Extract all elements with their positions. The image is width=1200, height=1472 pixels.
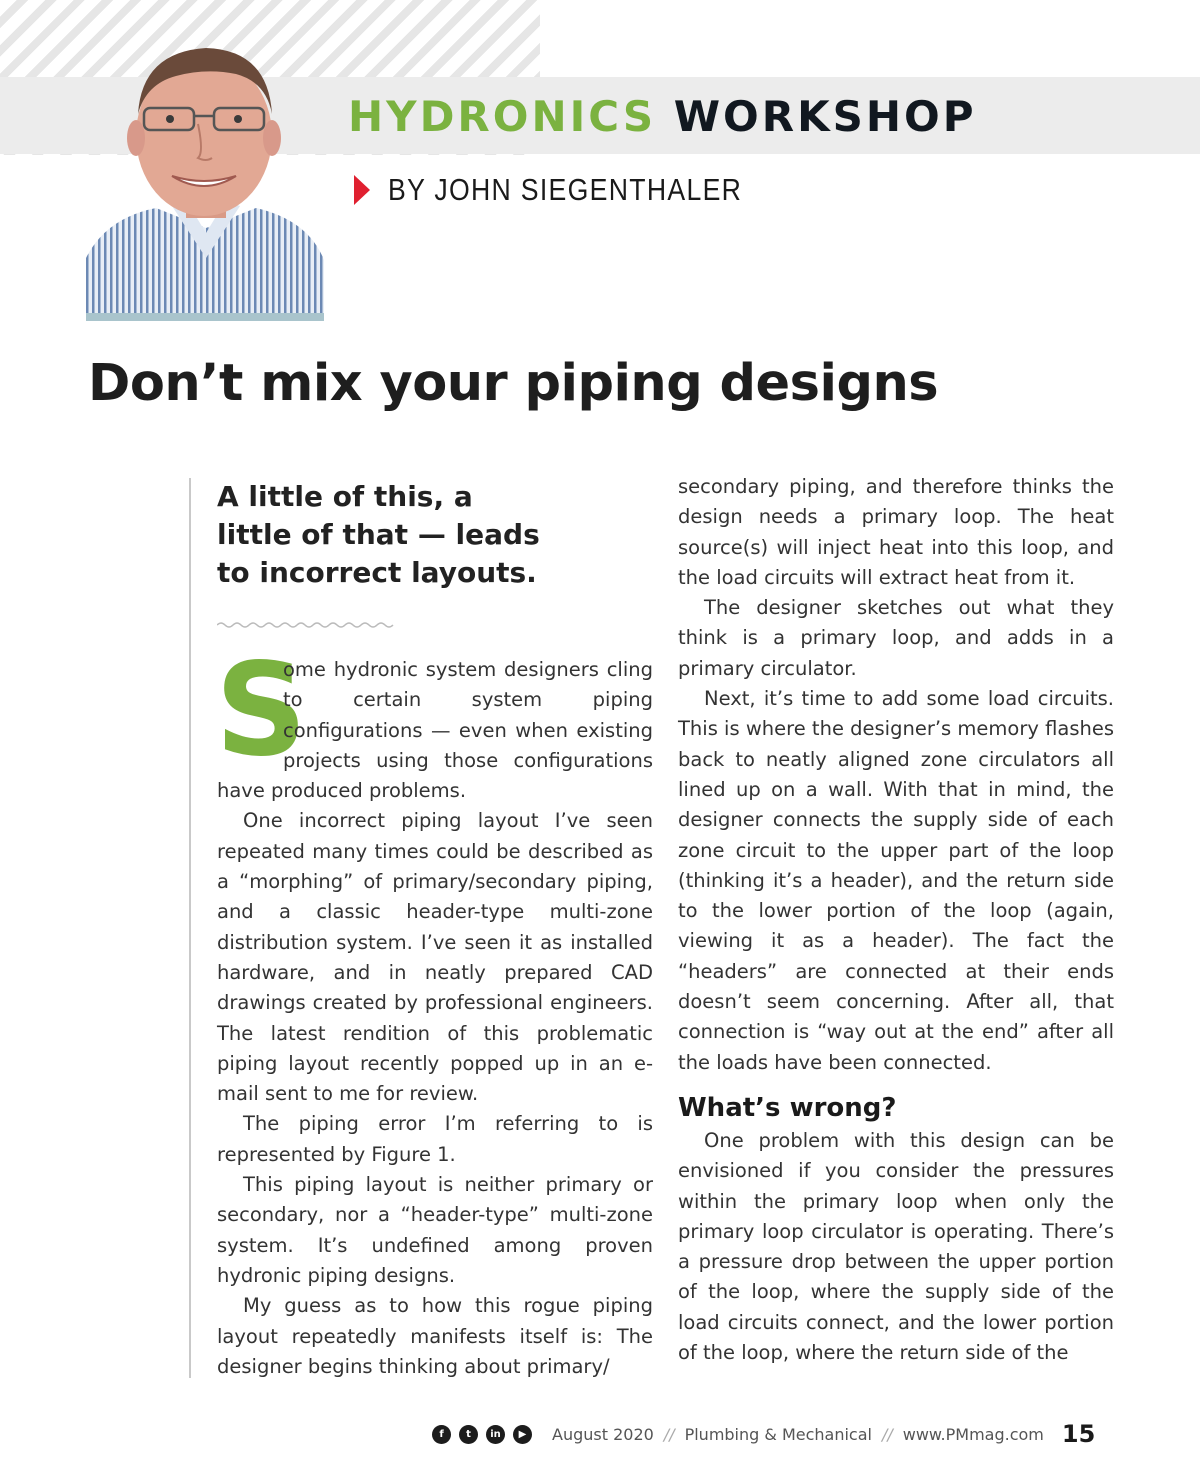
paragraph: The piping error I’m referring to is represented by Figure 1. <box>217 1112 653 1166</box>
portrait-base-bar <box>86 313 324 321</box>
paragraph: The designer sketches out what they think is a primary loop, and adds in a primary circulator. <box>678 596 1114 680</box>
drop-cap: S <box>215 636 308 785</box>
headline: Don’t mix your piping designs <box>88 354 939 413</box>
paragraph: My guess as to how this rogue piping layout repeatedly manifests itself is: The designer begins thinking about primary/ <box>217 1294 653 1378</box>
footer-date: August 2020 <box>552 1424 654 1444</box>
paragraph: One problem with this design can be envisioned if you consider the pressures within the primary loop when only the primary loop circulator is operating. There’s a pressure drop between the upper portion of the loop, where the supply side of the load circuits connect, and the lower portion of the loop, where the return side of the <box>678 1128 1114 1365</box>
paragraph: One incorrect piping layout I’ve seen repeated many times could be described as a “morphing” of primary/secondary piping, and a classic header-type multi-zone distribution system. I’ve seen it as installed hardware, and in neatly prepared CAD drawings created by professional engineers. The latest rendition of this problematic piping layout recently popped up in an e-mail sent to me for review. <box>217 809 653 1106</box>
social-icons <box>432 1425 532 1444</box>
page-number: 15 <box>1061 1420 1096 1448</box>
byline <box>354 172 800 208</box>
red-triangle-icon <box>354 175 370 205</box>
linkedin-icon[interactable]: in <box>486 1425 505 1444</box>
subhead: What’s wrong? <box>678 1092 897 1123</box>
paragraph: This piping layout is neither primary or secondary, nor a “header-type” multi-zone system. It’s undefined among proven hydronic piping designs. <box>217 1173 653 1287</box>
deck: A little of this, a little of that — leads to incorrect layouts. <box>217 480 540 589</box>
column-divider <box>189 478 191 1378</box>
footer-separator: // <box>881 1424 893 1444</box>
footer-separator: // <box>663 1424 675 1444</box>
author-portrait <box>86 28 324 320</box>
footer-publication: Plumbing & Mechanical <box>684 1424 872 1444</box>
column-title-part2: WORKSHOP <box>673 92 977 141</box>
column-title-part1: HYDRONICS <box>348 92 657 141</box>
squiggle-divider <box>217 620 395 630</box>
paragraph: secondary piping, and therefore thinks the design needs a primary loop. The heat source(s) will inject heat into this loop, and the load circuits will extract heat from it. <box>678 475 1114 589</box>
paragraph-text: ome hydronic system designers cling to certain system piping configurations — even when existing projects using those configurations have produced problems. <box>217 658 653 803</box>
facebook-icon[interactable]: f <box>432 1425 451 1444</box>
byline-text: BY JOHN SIEGENTHALER <box>388 172 743 207</box>
footer-website[interactable]: www.PMmag.com <box>902 1424 1044 1444</box>
youtube-icon[interactable]: ▶ <box>513 1425 532 1444</box>
page-footer <box>432 1418 1095 1450</box>
column-title <box>348 92 977 141</box>
twitter-icon[interactable]: t <box>459 1425 478 1444</box>
left-column <box>215 636 653 1382</box>
paragraph <box>215 636 653 806</box>
paragraph: Next, it’s time to add some load circuits. This is where the designer’s memory flashes back to neatly aligned zone circulators all lined up on a wall. With that in mind, the designer connects the supply side of each zone circuit to the upper part of the loop (thinking it’s a header), and the return side to the lower portion of the loop (again, viewing it as a header). The fact the “headers” are connected at their ends doesn’t seem concerning. After all, that connection is “way out at the end” after all the loads have been connected. <box>678 687 1114 1074</box>
right-column <box>678 472 1114 1368</box>
